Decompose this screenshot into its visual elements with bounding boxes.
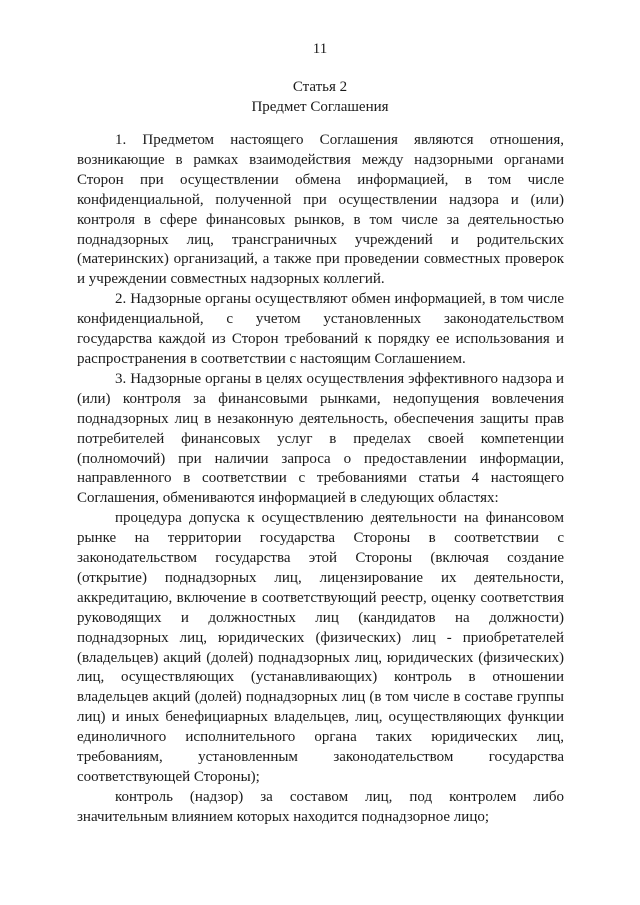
paragraph-1: 1. Предметом настоящего Соглашения являются отношения, возникающие в рамках взаимодействия между надзорными органами Сторон при осуществлении обмена информацией, в том числе конфиденциальной, полученной при осуществлении надзора и (или) контроля в сфере финансовых рынков, в том числе за деятельностью поднадзорных лиц, трансграничных учреждений и родительских (материнских) организаций, а также при проведении совместных проверок и учреждении совместных надзорных коллегий. <box>77 132 564 288</box>
paragraph-2: 2. Надзорные органы осуществляют обмен информацией, в том числе конфиденциальной, с учетом установленных законодательством государства каждой из Сторон требований к порядку ее использования и распространения в соответствии с настоящим Соглашением. <box>77 291 564 367</box>
article-body <box>77 131 564 828</box>
article-title: Предмет Соглашения <box>251 98 389 115</box>
article-number: Статья 2 <box>292 79 348 95</box>
paragraph-ownership-control: контроль (надзор) за составом лиц, под контролем либо значительным влиянием которых находится поднадзорное лицо; <box>77 788 564 825</box>
article-heading <box>0 78 640 117</box>
paragraph-3: 3. Надзорные органы в целях осуществления эффективного надзора и (или) контроля за финансовыми рынками, недопущения вовлечения поднадзорных лиц в незаконную деятельность, обеспечения защиты прав потребителей финансовых услуг в пределах своей компетенции (полномочий) при наличии запроса о предоставлении информации, направленного в соответствии с требованиями статьи 4 настоящего Соглашения, обмениваются информацией в следующих областях: <box>77 370 564 507</box>
page-number: 11 <box>312 41 328 57</box>
paragraph-admission-procedure: процедура допуска к осуществлению деятельности на финансовом рынке на территории государства Стороны в соответствии с законодательством государства этой Стороны (включая создание (открытие) поднадзорных лиц, лицензирование их деятельности, аккредитацию, включение в соответствующий реестр, оценку соответствия руководящих и должностных лиц (кандидатов на должности) поднадзорных лиц, юридических (физических) лиц - приобретателей (владельцев) акций (долей) поднадзорных лиц, юридических (физических) лиц, осуществляющих (устанавливающих) контроль в отношении владельцев акций (долей) поднадзорных лиц (в том числе в составе группы лиц) и иных бенефициарных владельцев, лиц, осуществляющих функции единоличного исполнительного органа таких юридических лиц, требованиям, установленным законодательством государства соответствующей Стороны); <box>77 510 564 785</box>
